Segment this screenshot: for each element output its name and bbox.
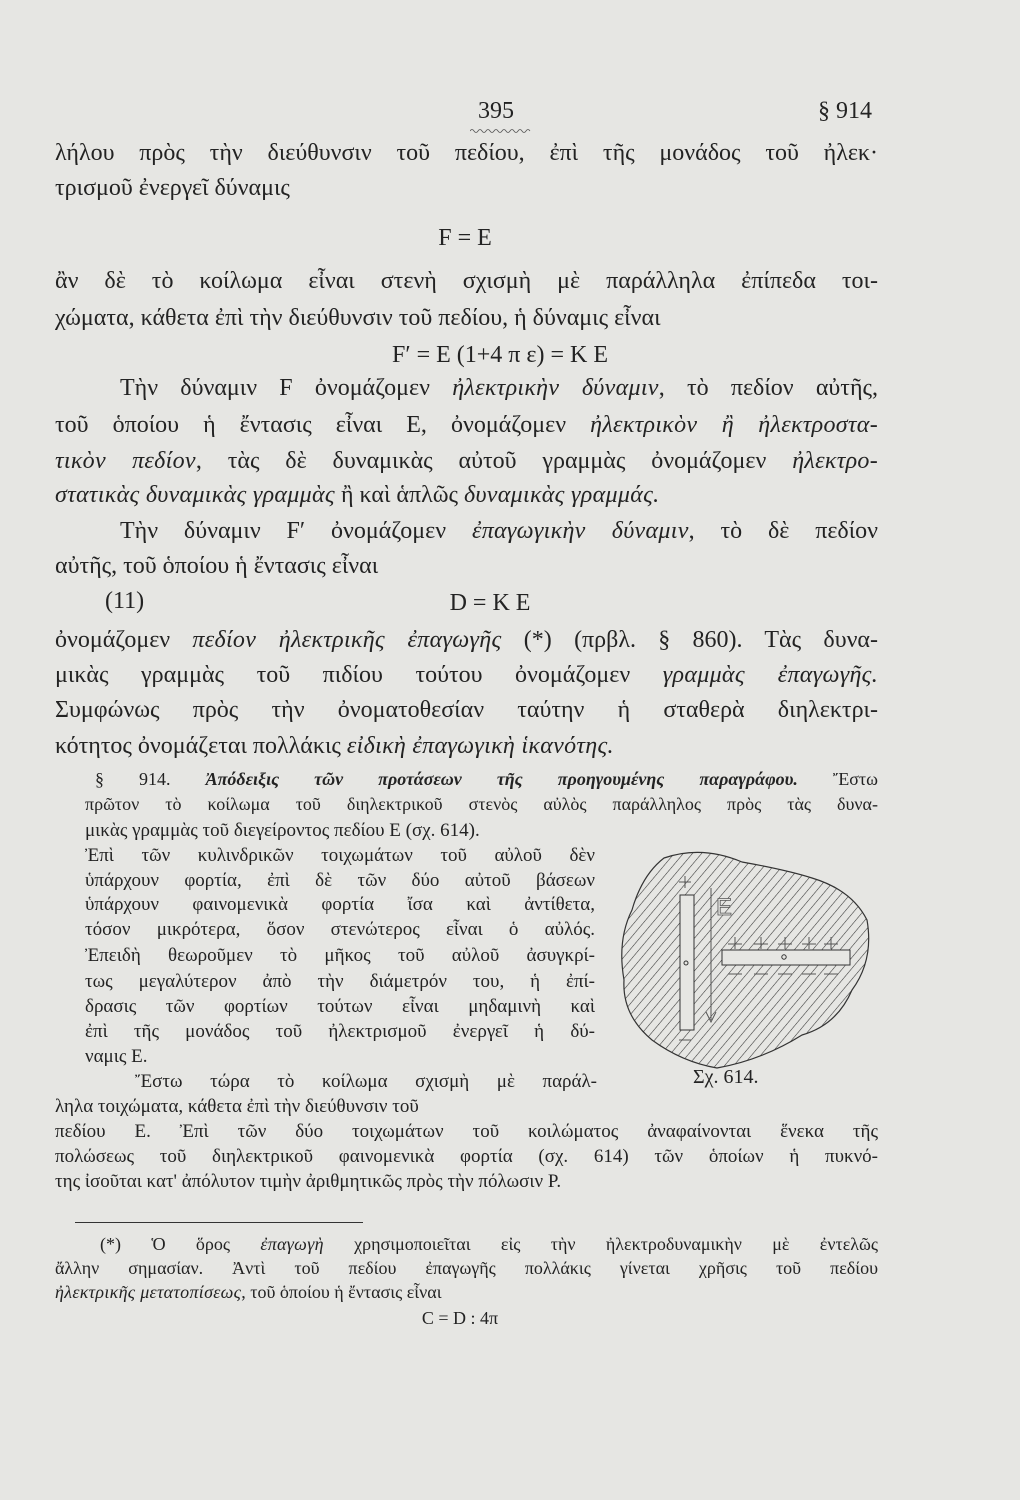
equation — [422, 1309, 498, 1327]
text-run: τως μεγαλύτερον ἀπὸ τὴν διάμετρόν του, ἡ ἐπί- — [85, 970, 595, 992]
text-run: τόσον μικρότερα, ὅσον στενώτερος εἶναι ὁ αὐλός. — [85, 918, 595, 940]
emphasis-text: γραμμὰς ἐπαγωγῆς. — [662, 661, 879, 688]
text-line — [55, 1172, 561, 1191]
text-line — [120, 376, 878, 400]
section-header: § 914 — [818, 98, 872, 124]
emphasis-text: τικὸν πεδίον — [55, 447, 196, 474]
text-line — [55, 628, 878, 652]
text-run: § 914. — [95, 769, 206, 790]
text-line — [55, 734, 614, 758]
page-number-underline — [470, 128, 532, 134]
field-label: E — [716, 894, 733, 921]
emphasis-text: ἠλεκτρο- — [792, 447, 878, 474]
text-run: ἐπὶ τῆς μονάδος τοῦ ἠλεκτρισμοῦ ἐνεργεῖ ἡ δύ- — [85, 1020, 595, 1042]
text-run: F′ = E (1+4 π ε) = K E — [391, 341, 609, 368]
text-run: τρισμοῦ ἐνεργεῖ δύναμις — [55, 174, 290, 201]
text-line — [55, 554, 378, 578]
text-line — [55, 1122, 878, 1141]
text-run: της ἰσοῦται κατ' ἀπόλυτον τιμὴν ἀριθμητικῶς πρὸς τὴν πόλωσιν P. — [55, 1170, 562, 1192]
text-run: ἂν δὲ τὸ κοίλωμα εἶναι στενὴ σχισμὴ μὲ παράλληλα ἐπίπεδα τοι- — [55, 267, 878, 294]
text-line — [85, 821, 480, 840]
emphasis-text: ἠλεκτρικῆς μετατοπίσεως — [55, 1282, 242, 1303]
section-title: Ἀπόδειξις τῶν προτάσεων τῆς προηγουμένης παραγράφου. — [205, 769, 798, 790]
text-run: ἢ καὶ ἁπλῶς — [334, 481, 465, 508]
longitudinal-tube — [680, 895, 694, 1030]
text-run: χρησιμοποιεῖται εἰς τὴν ἠλεκτροδυναμικὴν μὲ ἐντελῶς — [323, 1234, 878, 1255]
text-run: αὐτῆς, τοῦ ὁποίου ἡ ἔντασις εἶναι — [55, 552, 379, 579]
text-run: F = E — [438, 224, 492, 251]
text-line — [85, 895, 595, 914]
text-line — [55, 1283, 442, 1301]
equation — [392, 343, 608, 367]
text-line — [135, 1072, 597, 1091]
text-line — [85, 846, 595, 865]
text-run: μικὰς γραμμὰς τοῦ πιδίου τούτου ὀνομάζομεν — [55, 661, 663, 688]
text-run: χώματα, κάθετα ἐπὶ τὴν διεύθυνσιν τοῦ πεδίου, ἡ δύναμις εἶναι — [55, 304, 661, 331]
text-run: ὀνομάζομεν — [55, 626, 193, 653]
text-run: D = K E — [449, 589, 531, 616]
emphasis-text: στατικὰς δυναμικὰς γραμμὰς — [55, 481, 335, 508]
text-run: ληλα τοιχώματα, κάθετα ἐπὶ τὴν διεύθυνσιν τοῦ — [55, 1095, 419, 1117]
text-line — [55, 1147, 878, 1166]
text-line — [55, 698, 878, 722]
text-line — [120, 519, 878, 543]
text-run: πεδίου E. Ἐπὶ τῶν δύο τοιχωμάτων τοῦ κοιλώματος ἀναφαίνονται ἕνεκα τῆς — [55, 1120, 878, 1142]
emphasis-text: δυναμικὰς γραμμάς. — [464, 481, 660, 508]
text-run: Ἐπειδὴ θεωροῦμεν τὸ μῆκος τοῦ αὐλοῦ ἀσυγκρί- — [85, 944, 595, 966]
text-line — [55, 663, 878, 687]
text-run: Ἐπὶ τῶν κυλινδρικῶν τοιχωμάτων τοῦ αὐλοῦ δὲν — [85, 844, 595, 866]
text-run: μικὰς γραμμὰς τοῦ διεγείροντος πεδίου E (σχ. 614). — [85, 819, 480, 841]
equation — [450, 591, 531, 615]
text-line — [85, 1022, 595, 1041]
text-run: ἄλλην σημασίαν. Ἀντὶ τοῦ πεδίου ἐπαγωγῆς πολλάκις γίνεται χρῆσις τοῦ πεδίου — [55, 1258, 878, 1279]
text-line — [55, 483, 659, 507]
equation — [438, 226, 492, 250]
text-line — [55, 306, 661, 330]
text-line — [85, 972, 595, 991]
text-run: πρῶτον τὸ κοίλωμα τοῦ διηλεκτρικοῦ στενὸς αὐλὸς παράλληλος πρὸς τὰς δυνα- — [85, 794, 878, 815]
page-number: 395 — [478, 98, 514, 124]
text-run: ὑπάρχουν φορτία, ἐπὶ δὲ τῶν δύο αὐτοῦ βάσεων — [85, 869, 595, 891]
text-run: Ἔστω — [797, 769, 879, 790]
text-line — [55, 176, 290, 200]
text-run: (*) Ὁ ὅρος — [100, 1234, 261, 1255]
emphasis-text: ἠλεκτρικὴν δύναμιν — [452, 374, 659, 401]
text-run: Τὴν δύναμιν F ὀνομάζομεν — [120, 374, 453, 401]
text-run: τοῦ ὁποίου ἡ ἔντασις εἶναι E, ὀνομάζομεν — [55, 411, 591, 438]
text-run: ὑπάρχουν φαινομενικὰ φορτία ἴσα καὶ ἀντίθετα, — [85, 893, 595, 915]
text-run: C = D : 4π — [421, 1308, 499, 1329]
text-run: (*) (πρβλ. § 860). Τὰς δυνα- — [501, 626, 879, 653]
text-run: , τὰς δὲ δυναμικὰς αὐτοῦ γραμμὰς ὀνομάζομεν — [195, 447, 793, 474]
emphasis-text: ἐπαγωγὴ — [260, 1234, 324, 1255]
text-run: Ἔστω τώρα τὸ κοίλωμα σχισμὴ μὲ παράλ- — [135, 1070, 597, 1092]
text-line — [100, 1235, 878, 1253]
emphasis-text: ἐπαγωγικὴν δύναμιν — [471, 517, 689, 544]
text-line — [55, 449, 878, 473]
text-line — [85, 1047, 147, 1066]
text-line — [55, 141, 878, 165]
text-run: ναμις E. — [85, 1045, 148, 1067]
text-line — [95, 770, 878, 788]
text-run: λήλου πρὸς τὴν διεύθυνσιν τοῦ πεδίου, ἐπὶ τῆς μονάδος τοῦ ἠλεκ· — [55, 139, 878, 166]
text-line — [55, 1097, 419, 1116]
text-run: Τὴν δύναμιν F′ ὀνομάζομεν — [120, 517, 472, 544]
text-run: , τοῦ ὁποίου ἡ ἔντασις εἶναι — [241, 1282, 442, 1303]
emphasis-text: ἠλεκτρικὸν ἢ ἠλεκτροστα- — [590, 411, 878, 438]
text-run: πολώσεως τοῦ διηλεκτρικοῦ φαινομενικὰ φορτία (σχ. 614) τῶν ὁποίων ἡ πυκνό- — [55, 1145, 878, 1167]
figure-caption: Σχ. 614. — [693, 1066, 759, 1088]
text-line — [55, 1259, 878, 1277]
text-run: κότητος ὀνομάζεται πολλάκις — [55, 732, 347, 759]
figure-614-dielectric-cavity — [612, 840, 872, 1070]
text-line — [85, 946, 595, 965]
text-line — [85, 920, 595, 939]
text-line — [55, 269, 878, 293]
emphasis-text: εἰδικὴ ἐπαγωγικὴ ἱκανότης. — [346, 732, 614, 759]
text-run: , τὸ δὲ πεδίον — [688, 517, 879, 544]
text-run: δρασις τῶν φορτίων τούτων εἶναι μηδαμινὴ καὶ — [85, 995, 595, 1017]
text-line — [55, 413, 878, 437]
equation-number: (11) — [105, 588, 145, 614]
text-line — [85, 871, 595, 890]
text-run: , τὸ πεδίον αὐτῆς, — [658, 374, 879, 401]
text-line — [85, 997, 595, 1016]
text-line — [85, 795, 878, 813]
text-run: Συμφώνως πρὸς τὴν ὀνοματοθεσίαν ταύτην ἡ σταθερὰ διηλεκτρι- — [55, 696, 878, 723]
emphasis-text: πεδίον ἠλεκτρικῆς ἐπαγωγῆς — [192, 626, 502, 653]
footnote-divider — [75, 1222, 363, 1223]
